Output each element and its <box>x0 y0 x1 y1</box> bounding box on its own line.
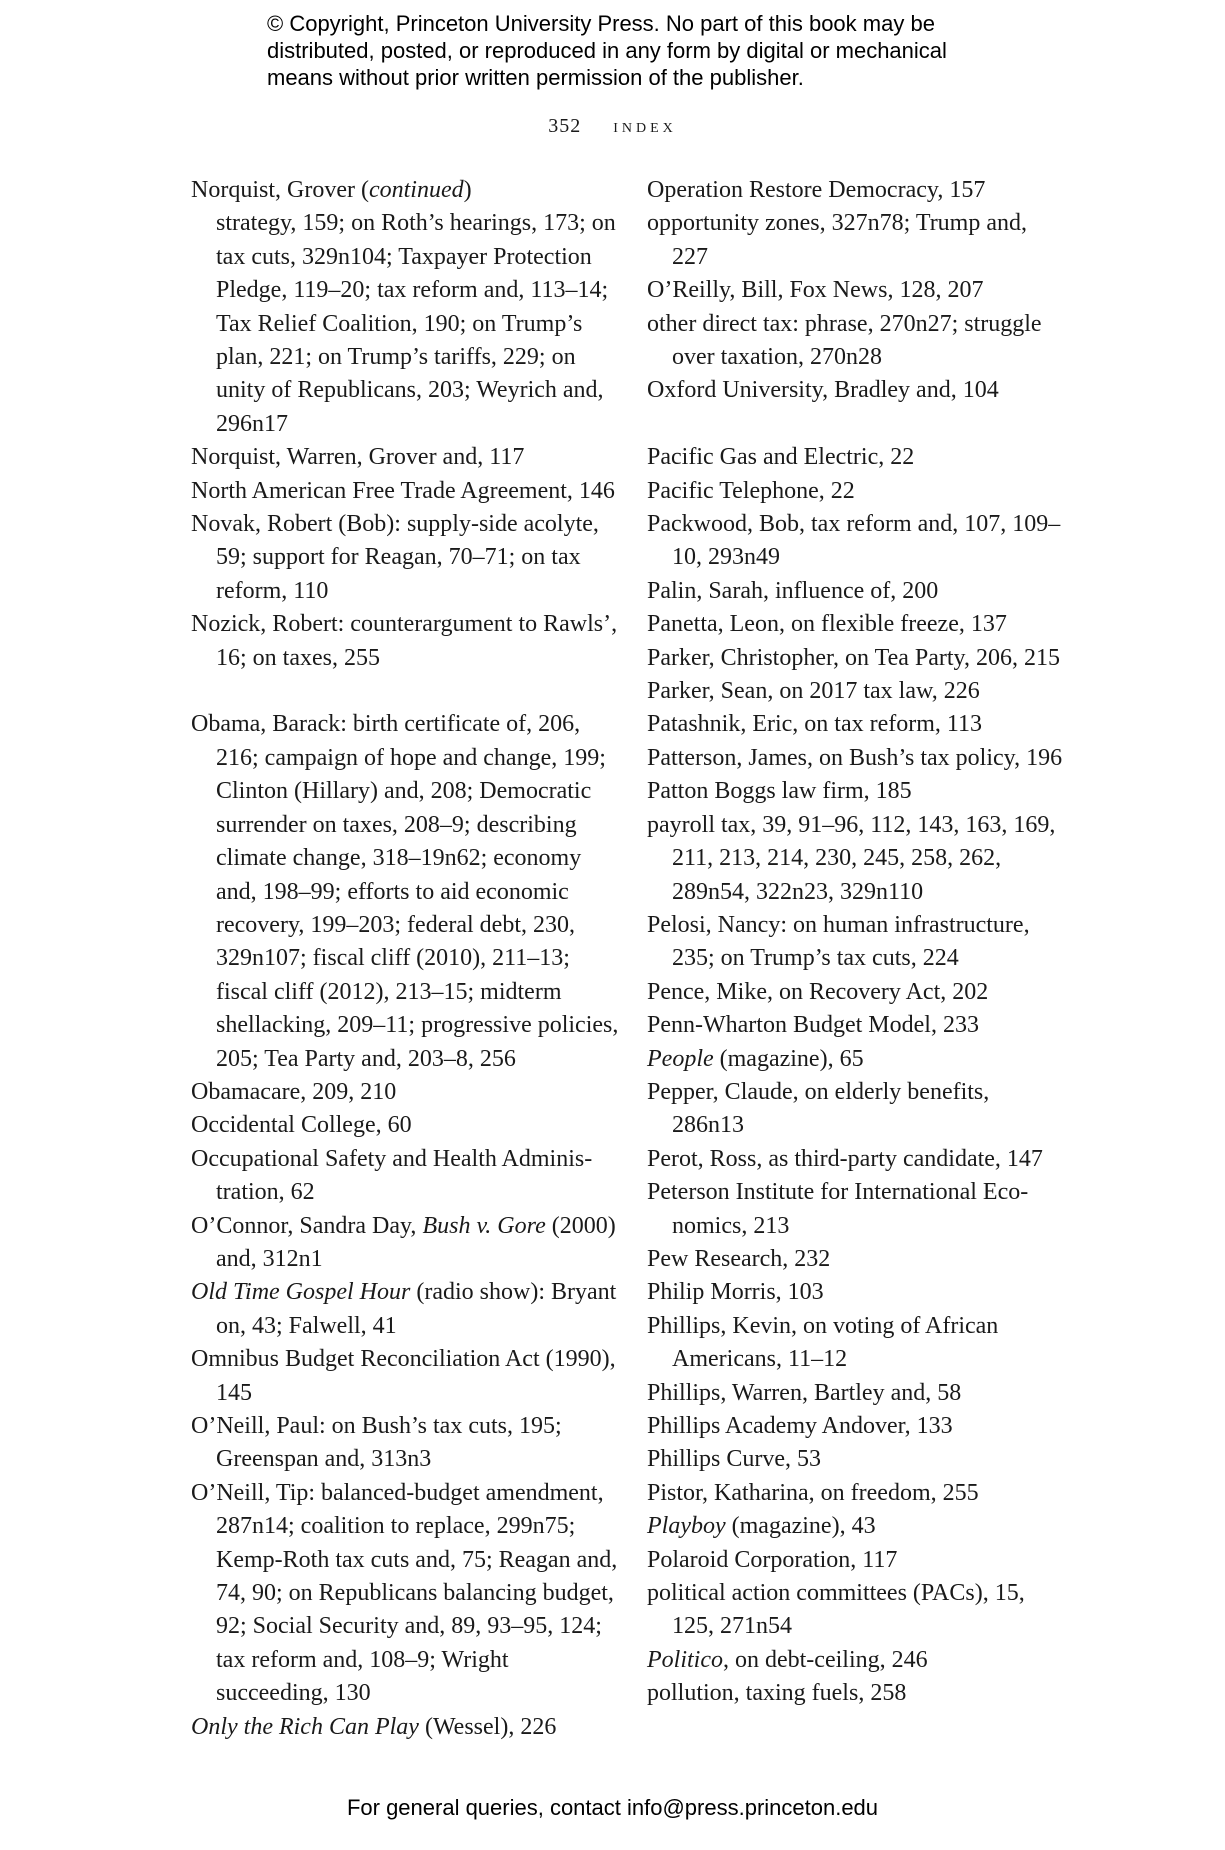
running-head <box>0 115 1225 138</box>
index-entry: Panetta, Leon, on flexible freeze, 137 <box>647 611 1007 638</box>
index-entry: Polaroid Corporation, 117 <box>647 1546 898 1573</box>
index-entry: Pelosi, Nancy: on human infrastructure, 235; on Trump’s tax cuts, 224 <box>647 911 1030 972</box>
index-entry: Occupational Safety and Health Adminis-tration, 62 <box>191 1145 593 1206</box>
index-entry: Pepper, Claude, on elderly benefits, 286n13 <box>647 1078 990 1139</box>
copyright-notice <box>267 10 1027 91</box>
index-entry: Norquist, Grover (continued) <box>191 177 472 203</box>
index-entry: North American Free Trade Agreement, 146 <box>191 477 615 504</box>
index-entry: Parker, Christopher, on Tea Party, 206, 215 <box>647 644 1060 671</box>
section-title: index <box>613 115 677 137</box>
index-column-left <box>191 174 621 1744</box>
index-entry: Operation Restore Democracy, 157 <box>647 177 986 203</box>
index-entry: Packwood, Bob, tax reform and, 107, 109–10, 293n49 <box>647 511 1061 571</box>
index-entry: Philip Morris, 103 <box>647 1279 824 1306</box>
index-entry: Obama, Barack: birth certificate of, 206, 216; campaign of hope and change, 199; Clinton (Hillary) and, 208; Democratic surrender on taxes, 208–9; describing climate change, 318–19n62; economy and, 198–99; efforts to aid economic recovery, 199–203; federal debt, 230, 329n107; fiscal cliff (2010), 211–13; fiscal cliff (2012), 213–15; midterm shellacking, 209–11; progressive policies, 205; Tea Party and, 203–8, 256 <box>191 711 619 1072</box>
index-entry: O’Reilly, Bill, Fox News, 128, 207 <box>647 277 984 304</box>
index-entry: pollution, taxing fuels, 258 <box>647 1680 907 1707</box>
index-subentry: strategy, 159; on Roth’s hearings, 173; on tax cuts, 329n104; Taxpayer Protection Pledge, 119–20; tax reform and, 113–14; Tax Relief Coalition, 190; on Trump’s plan, 221; on Trump’s tariffs, 229; on unity of Republicans, 203; Weyrich and, 296n17 <box>216 210 616 437</box>
index-entry: Parker, Sean, on 2017 tax law, 226 <box>647 678 980 705</box>
index-entry: opportunity zones, 327n78; Trump and, 227 <box>647 210 1028 270</box>
index-entry: Politico, on debt-ceiling, 246 <box>647 1646 928 1673</box>
index-entry: Old Time Gospel Hour (radio show): Bryant on, 43; Falwell, 41 <box>191 1279 617 1339</box>
index-entry: Phillips, Warren, Bartley and, 58 <box>647 1379 962 1406</box>
index-entry: Perot, Ross, as third-party candidate, 147 <box>647 1145 1043 1172</box>
index-entry: Pistor, Katharina, on freedom, 255 <box>647 1479 979 1506</box>
index-entry: Only the Rich Can Play (Wessel), 226 <box>191 1713 557 1740</box>
index-entry: Pence, Mike, on Recovery Act, 202 <box>647 978 989 1005</box>
index-entry: Omnibus Budget Reconciliation Act (1990), 145 <box>191 1346 616 1406</box>
index-entry: Palin, Sarah, influence of, 200 <box>647 577 939 604</box>
index-entry: Patton Boggs law firm, 185 <box>647 778 912 805</box>
copyright-line: © Copyright, Princeton University Press. No part of this book may be <box>267 11 935 36</box>
index-entry: Phillips Academy Andover, 133 <box>647 1413 953 1440</box>
index-entry: O’Neill, Paul: on Bush’s tax cuts, 195; Greenspan and, 313n3 <box>191 1413 562 1473</box>
index-entry: Novak, Robert (Bob): supply-side acolyte, 59; support for Reagan, 70–71; on tax reform, 110 <box>191 511 599 604</box>
index-entry: Nozick, Robert: counterargument to Rawls’, 16; on taxes, 255 <box>191 611 618 671</box>
index-entry: Playboy (magazine), 43 <box>647 1513 876 1540</box>
copyright-line: means without prior written permission of the publisher. <box>267 65 804 90</box>
index-entry: O’Neill, Tip: balanced-budget amendment, 287n14; coalition to replace, 299n75; Kemp-Roth tax cuts and, 75; Reagan and, 74, 90; on Republicans balancing budget, 92; Social Security and, 89, 93–95, 124; tax reform and, 108–9; Wright succeeding, 130 <box>191 1479 618 1707</box>
index-entry: payroll tax, 39, 91–96, 112, 143, 163, 169, 211, 213, 214, 230, 245, 258, 262, 289n54, 322n23, 329n110 <box>647 811 1056 905</box>
index-entry: Occidental College, 60 <box>191 1112 412 1139</box>
index-entry: Norquist, Warren, Grover and, 117 <box>191 444 525 471</box>
copyright-line: distributed, posted, or reproduced in any form by digital or mechanical <box>267 38 947 63</box>
letter-group-gap <box>191 675 621 708</box>
page-number: 352 <box>548 115 582 137</box>
letter-group-gap <box>647 408 1067 441</box>
index-entry: Phillips, Kevin, on voting of African Americans, 11–12 <box>647 1312 999 1373</box>
index-entry: Patterson, James, on Bush’s tax policy, 196 <box>647 744 1063 771</box>
index-entry: Pew Research, 232 <box>647 1245 831 1272</box>
index-entry: Oxford University, Bradley and, 104 <box>647 377 999 404</box>
index-entry: Obamacare, 209, 210 <box>191 1078 397 1105</box>
index-entry: Phillips Curve, 53 <box>647 1446 822 1473</box>
footer-contact: For general queries, contact info@press.princeton.edu <box>346 1795 879 1820</box>
index-entry: political action committees (PACs), 15, 125, 271n54 <box>647 1580 1025 1640</box>
index-entry: Peterson Institute for International Eco-nomics, 213 <box>647 1179 1029 1239</box>
index-entry: other direct tax: phrase, 270n27; struggle over taxation, 270n28 <box>647 310 1042 371</box>
index-entry: Pacific Telephone, 22 <box>647 477 855 504</box>
index-entry: Patashnik, Eric, on tax reform, 113 <box>647 711 983 738</box>
index-column-right <box>647 174 1067 1711</box>
index-entry: People (magazine), 65 <box>647 1045 864 1072</box>
index-entry: Penn-Wharton Budget Model, 233 <box>647 1012 979 1039</box>
index-entry: O’Connor, Sandra Day, Bush v. Gore (2000) and, 312n1 <box>191 1212 616 1272</box>
index-entry: Pacific Gas and Electric, 22 <box>647 444 915 471</box>
